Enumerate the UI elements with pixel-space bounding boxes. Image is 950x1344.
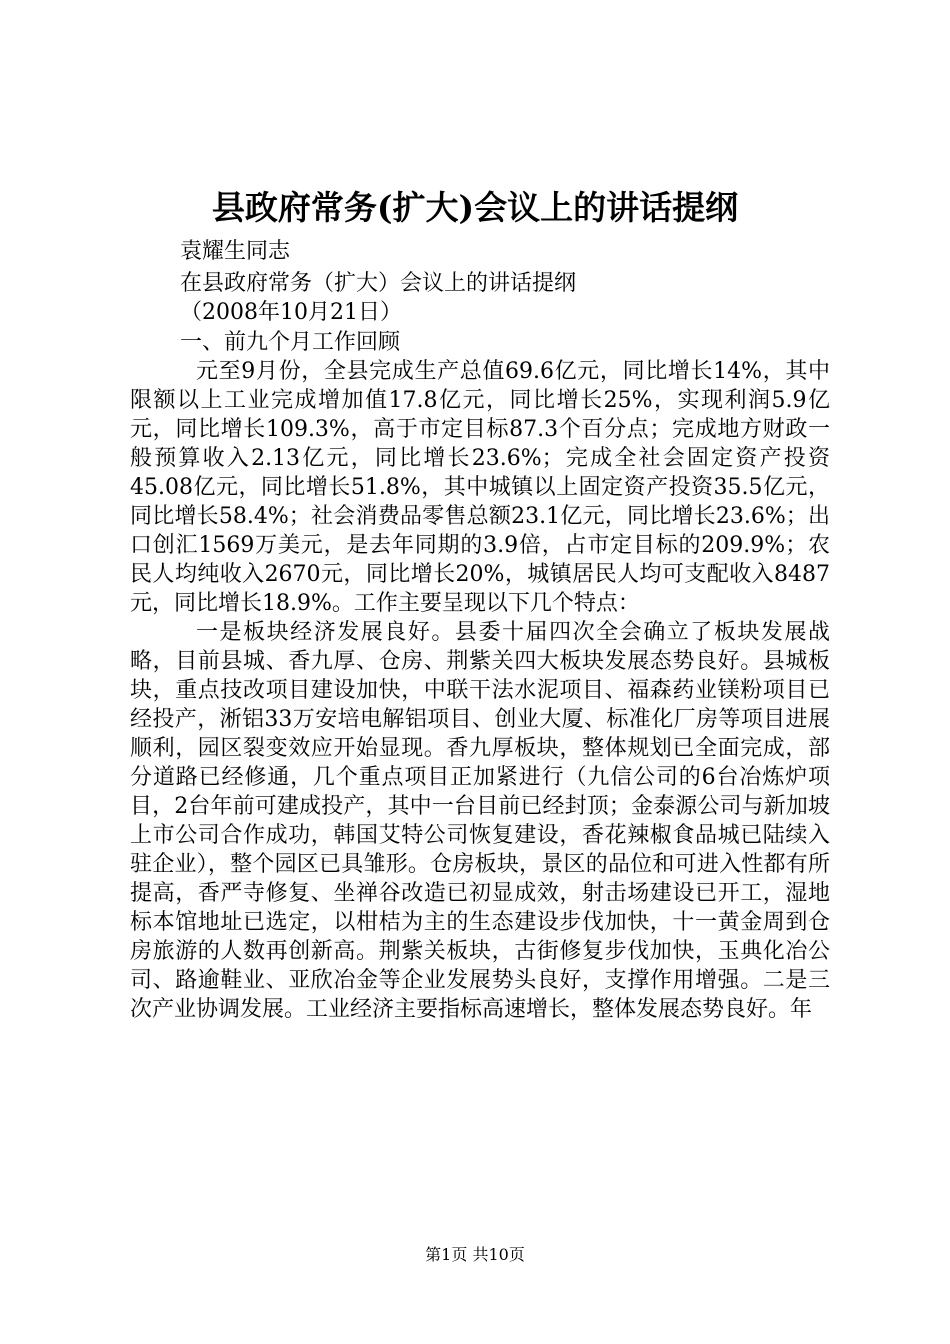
body-text	[130, 357, 830, 1024]
page-total: 共10页	[472, 1245, 525, 1264]
paragraph: 元至9月份，全县完成生产总值69.6亿元，同比增长14%，其中限额以上工业完成增加值17.8亿元，同比增长25%，实现利润5.9亿元，同比增长109.3%，高于市定目标87.3个百分点；完成地方财政一般预算收入2.13亿元，同比增长23.6%；完成全社会固定资产投资45.08亿元，同比增长51.8%，其中城镇以上固定资产投资35.5亿元，同比增长58.4%；社会消费品零售总额23.1亿元，同比增长23.6%；出口创汇1569万美元，是去年同期的3.9倍，占市定目标的209.9%；农民人均纯收入2670元，同比增长20%，城镇居民人均可支配收入8487元，同比增长18.9%。工作主要呈现以下几个特点：	[130, 359, 830, 616]
paragraph: 一是板块经济发展良好。县委十届四次全会确立了板块发展战略，目前县城、香九厚、仓房、荆紫关四大板块发展态势良好。县城板块，重点技改项目建设加快，中联干法水泥项目、福森药业镁粉项目已经投产，淅铝33万安培电解铝项目、创业大厦、标准化厂房等项目进展顺利，园区裂变效应开始显现。香九厚板块，整体规划已全面完成，部分道路已经修通，几个重点项目正加紧进行（九信公司的6台冶炼炉项目，2台年前可建成投产，其中一台目前已经封顶；金泰源公司与新加坡上市公司合作成功，韩国艾特公司恢复建设，香花辣椒食品城已陆续入驻企业），整个园区已具雏形。仓房板块，景区的品位和可进入性都有所提高，香严寺修复、坐禅谷改造已初显成效，射击场建设已开工，湿地标本馆地址已选定，以柑桔为主的生态建设步伐加快，十一黄金周到仓房旅游的人数再创新高。荆紫关板块，古街修复步伐加快，玉典化冶公司、路逾鞋业、亚欣冶金等企业发展势头良好，支撑作用增强。二是三次产业协调发展。工业经济主要指标高速增长，整体发展态势良好。年	[130, 620, 830, 1022]
section-heading: 一、前九个月工作回顾	[180, 330, 401, 355]
speaker-line: 袁耀生同志	[180, 239, 291, 264]
page-number: 第1页	[425, 1245, 468, 1264]
document-title: 县政府常务(扩大)会议上的讲话提纲	[211, 188, 739, 227]
page-footer	[0, 1244, 950, 1266]
date-line: （2008年10月21日）	[180, 300, 402, 325]
subtitle-line: 在县政府常务（扩大）会议上的讲话提纲	[180, 271, 577, 296]
